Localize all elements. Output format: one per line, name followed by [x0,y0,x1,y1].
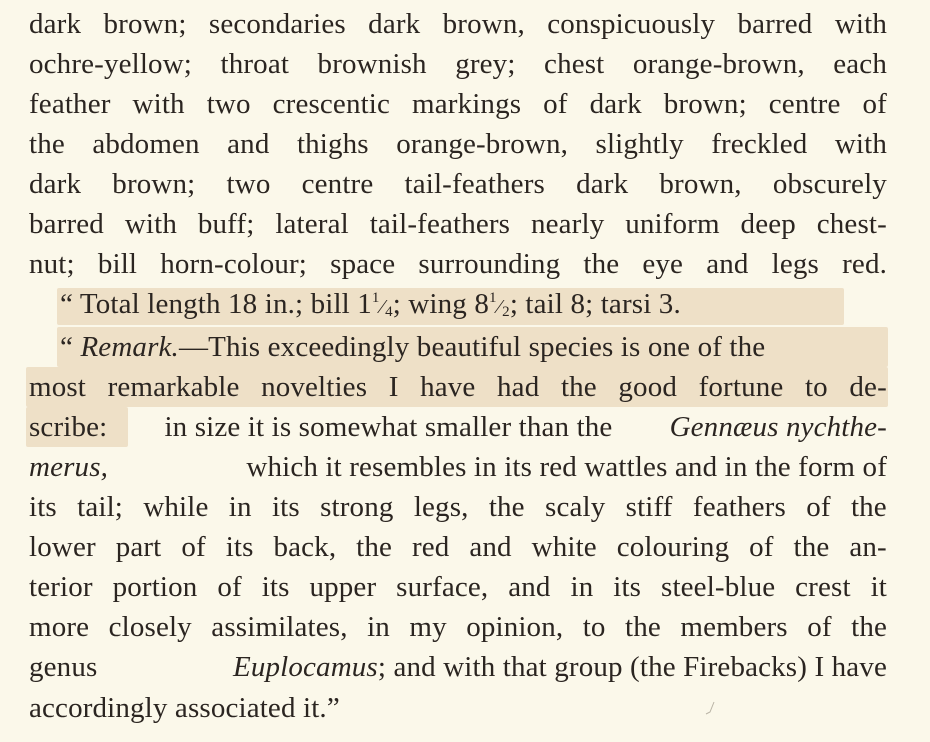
word: horn-colour; [160,248,308,280]
word: an- [849,531,887,563]
word: good [618,371,678,403]
word: red [411,531,450,563]
word: red. [842,248,887,280]
word: ochre-yellow; [29,48,192,80]
text-line-merus: merus, which it resembles in its red wattles and in the form of [29,451,887,483]
word: the [560,371,597,403]
word: dark [576,168,629,200]
word: closely [108,611,192,643]
word: of [543,88,568,120]
word: opinion, [466,611,564,643]
text-line-remarkable [29,367,887,407]
word: steel-blue [661,571,776,603]
word: uniform [625,208,720,240]
word: secondaries [208,8,346,40]
opening-quote: “ [60,288,74,320]
word: to [582,611,606,643]
word: with [124,208,177,240]
word: most [29,371,86,403]
text-line-4 [29,124,887,164]
word: stiff [625,491,673,523]
word: of [862,88,887,120]
word: more [29,611,90,643]
word: of [807,611,832,643]
pencil-mark-icon [704,700,718,716]
word: throat [220,48,290,80]
word: my [409,611,447,643]
word: of [217,571,242,603]
text-line-5 [29,164,887,204]
word: the [583,248,620,280]
word: tail; [77,491,124,523]
measurements-text-c: ; tail 8; tarsi 3. [509,288,681,320]
word: with [834,8,887,40]
text-line-genus: genus Euplocamus; and with that group (the Firebacks) I have [29,651,887,683]
word: its [225,531,254,563]
word: deep [740,208,796,240]
bill-fraction: 1 ⁄ 4 [371,290,393,320]
word: de- [849,371,887,403]
word: part [115,531,162,563]
word: to [804,371,828,403]
word: space [330,248,396,280]
word: assimilates, [211,611,348,643]
word: of [749,531,774,563]
word: chest [544,48,605,80]
word: had [497,371,540,403]
word: strong [320,491,394,523]
word: tail-feathers [404,168,545,200]
word: centre [768,88,841,120]
remark-label: Remark. [80,331,179,363]
word: the [793,531,830,563]
word: of [806,491,831,523]
word: and [508,571,551,603]
word: two [226,168,271,200]
word: slightly [595,128,684,160]
word: and [706,248,749,280]
word: it [870,571,887,603]
word: brown; [112,168,196,200]
word: centre [301,168,374,200]
word: brown; [663,88,747,120]
measurements-text-b: ; wing 8 [392,288,489,320]
word: thighs [296,128,369,160]
word: barred [737,8,813,40]
text-line-tail [29,487,887,527]
word: remarkable [107,371,240,403]
word: lateral [275,208,349,240]
word: orange-brown, [396,128,569,160]
word: novelties [261,371,368,403]
word: in [570,571,594,603]
word: feather [29,88,111,120]
word: scaly [545,491,606,523]
word: nut; [29,248,75,280]
word: I [388,371,399,403]
word: chest- [816,208,887,240]
word: dark [589,88,642,120]
word: with [834,128,887,160]
word: brown, [659,168,742,200]
text-line-describe: scribe: in size it is somewhat smaller than the Gennæus nychthe- [29,411,887,443]
word: eye [642,248,684,280]
text-line-last: accordingly associated it.” [29,692,340,724]
word: the [356,531,393,563]
word: surrounding [418,248,561,280]
word: and [227,128,270,160]
text-line-anterior [29,567,887,607]
word: crest [795,571,851,603]
text-line-2 [29,44,887,84]
word: bill [97,248,138,280]
word: markings [412,88,522,120]
wing-fraction: 1 ⁄ 2 [489,290,510,320]
remark-text: —This exceedingly beautiful species is one of the [178,331,766,363]
word: white [531,531,597,563]
word: freckled [711,128,808,160]
word: the [488,491,525,523]
word: while [143,491,209,523]
text-line-3 [29,84,887,124]
word: tail-feathers [369,208,511,240]
word: crescentic [272,88,391,120]
remark-line [60,327,888,367]
word: portion [112,571,198,603]
word: grey; [455,48,516,80]
text-line-7 [29,244,887,284]
word: its [261,571,290,603]
word: and [469,531,512,563]
word: brownish [317,48,427,80]
word: two [206,88,251,120]
word: feathers [692,491,786,523]
word: fortune [698,371,784,403]
word: legs, [413,491,469,523]
text-line-closely [29,607,887,647]
word: brown, [442,8,525,40]
word: back, [273,531,337,563]
word: its [271,491,300,523]
measurements-line [60,284,681,324]
word: upper [309,571,377,603]
word: of [181,531,206,563]
word: the [850,491,887,523]
word: surface, [396,571,489,603]
word: orange-brown, [632,48,805,80]
word: buff; [197,208,255,240]
word: terior [29,571,93,603]
word: dark [368,8,421,40]
word: colouring [616,531,730,563]
remark-quote: “ [60,331,74,363]
word: in [367,611,390,643]
word: its [613,571,642,603]
word: dark [29,8,82,40]
word: abdomen [92,128,200,160]
word: nearly [530,208,605,240]
word: each [833,48,887,80]
word: obscurely [772,168,887,200]
word: barred [29,208,104,240]
text-line-1 [29,4,887,44]
word: have [420,371,476,403]
word: legs [771,248,819,280]
word: brown; [103,8,187,40]
word: its [29,491,57,523]
word: conspicuously [547,8,716,40]
word: the [29,128,65,160]
text-line-6 [29,204,887,244]
word: the [625,611,661,643]
word: with [132,88,185,120]
text-line-lower [29,527,887,567]
word: lower [29,531,96,563]
word: dark [29,168,82,200]
measurements-text-a: Total length 18 in.; bill 1 [79,288,372,320]
word: the [851,611,887,643]
word: in [228,491,252,523]
word: members [680,611,788,643]
